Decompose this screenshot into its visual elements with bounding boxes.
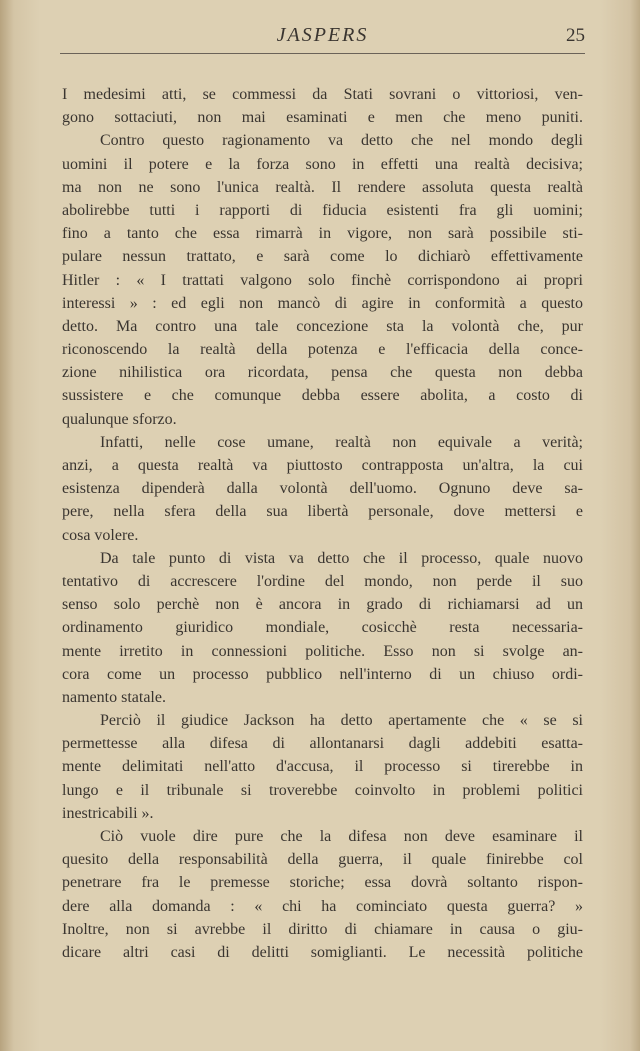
text-line: uomini il potere e la forza sono in effetti una realtà decisiva; — [62, 155, 583, 173]
text-line: fino a tanto che essa rimarrà in vigore, non sarà possibile sti- — [62, 225, 583, 243]
text-line: sussistere e che comunque debba essere abolita, a costo di — [62, 387, 583, 405]
text-line: abolirebbe tutti i rapporti di fiducia esistenti fra gli uomini; — [62, 201, 583, 219]
text-line: cosa volere. — [62, 526, 139, 544]
text-line: senso solo perchè non è ancora in grado di richiamarsi ad un — [62, 596, 583, 614]
text-line: detto. Ma contro una tale concezione sta la volontà che, pur — [62, 317, 583, 335]
text-line: I medesimi atti, se commessi da Stati sovrani o vittoriosi, ven- — [62, 86, 583, 103]
text-line: anzi, a questa realtà va piuttosto contrapposta un'altra, la cui — [62, 457, 583, 474]
page-number: 25 — [566, 25, 585, 46]
text-line: cora come un processo pubblico nell'interno di un chiuso ordi- — [62, 665, 583, 683]
text-line: penetrare fra le premesse storiche; essa dovrà soltanto rispon- — [62, 874, 583, 892]
text-line: pulare nessun trattato, e sarà come lo dichiarò effettivamente — [62, 248, 583, 266]
text-line: zione nihilistica ora ricordata, pensa che questa non debba — [62, 364, 583, 382]
text-line: Hitler : « I trattati valgono solo finchè corrispondono ai propri — [62, 271, 583, 289]
text-line: Perciò il giudice Jackson ha detto apertamente che « se si — [100, 712, 583, 730]
header-rule — [60, 53, 585, 54]
text-line: mente delimitati nell'atto d'accusa, il processo si tirerebbe in — [62, 758, 583, 776]
text-line: ordinamento giuridico mondiale, cosicchè resta necessaria- — [62, 619, 583, 637]
text-line: lungo e il tribunale si troverebbe coinvolto in problemi politici — [62, 781, 583, 799]
text-line: riconoscendo la realtà della potenza e l'efficacia della conce- — [62, 341, 583, 359]
text-line: esistenza dipenderà dalla volontà dell'uomo. Ognuno deve sa- — [62, 480, 583, 498]
text-line: dere alla domanda : « chi ha cominciato questa guerra? » — [62, 897, 583, 915]
text-line: quesito della responsabilità della guerra, il quale finirebbe col — [62, 851, 583, 869]
running-title: JASPERS — [276, 24, 369, 46]
text-line: ma non ne sono l'unica realtà. Il rendere assoluta questa realtà — [62, 178, 583, 196]
body-text — [62, 83, 583, 964]
text-line: permettesse alla difesa di allontanarsi dagli addebiti esatta- — [62, 735, 583, 753]
text-line: mente irretito in connessioni politiche. Esso non si svolge an- — [62, 642, 583, 660]
text-line: interessi » : ed egli non mancò di agire in conformità a questo — [62, 294, 583, 312]
text-line: Contro questo ragionamento va detto che nel mondo degli — [100, 132, 583, 150]
text-line: Ciò vuole dire pure che la difesa non deve esaminare il — [100, 828, 583, 845]
text-line: Inoltre, non si avrebbe il diritto di chiamare in causa o giu- — [62, 920, 583, 938]
text-line: Infatti, nelle cose umane, realtà non equivale a verità; — [100, 433, 583, 451]
text-line: inestricabili ». — [62, 804, 154, 822]
page-header — [60, 22, 585, 52]
text-line: qualunque sforzo. — [62, 410, 177, 428]
text-line: dicare altri casi di delitti somiglianti. Le necessità politiche — [62, 943, 583, 961]
text-line: tentativo di accrescere l'ordine del mondo, non perde il suo — [62, 572, 583, 590]
text-line: gono sottaciuti, non mai esaminati e men che meno puniti. — [62, 109, 583, 127]
text-line: Da tale punto di vista va detto che il processo, quale nuovo — [100, 549, 583, 567]
text-line: pere, nella sfera della sua libertà personale, dove mettersi e — [62, 503, 583, 521]
text-line: namento statale. — [62, 688, 166, 706]
